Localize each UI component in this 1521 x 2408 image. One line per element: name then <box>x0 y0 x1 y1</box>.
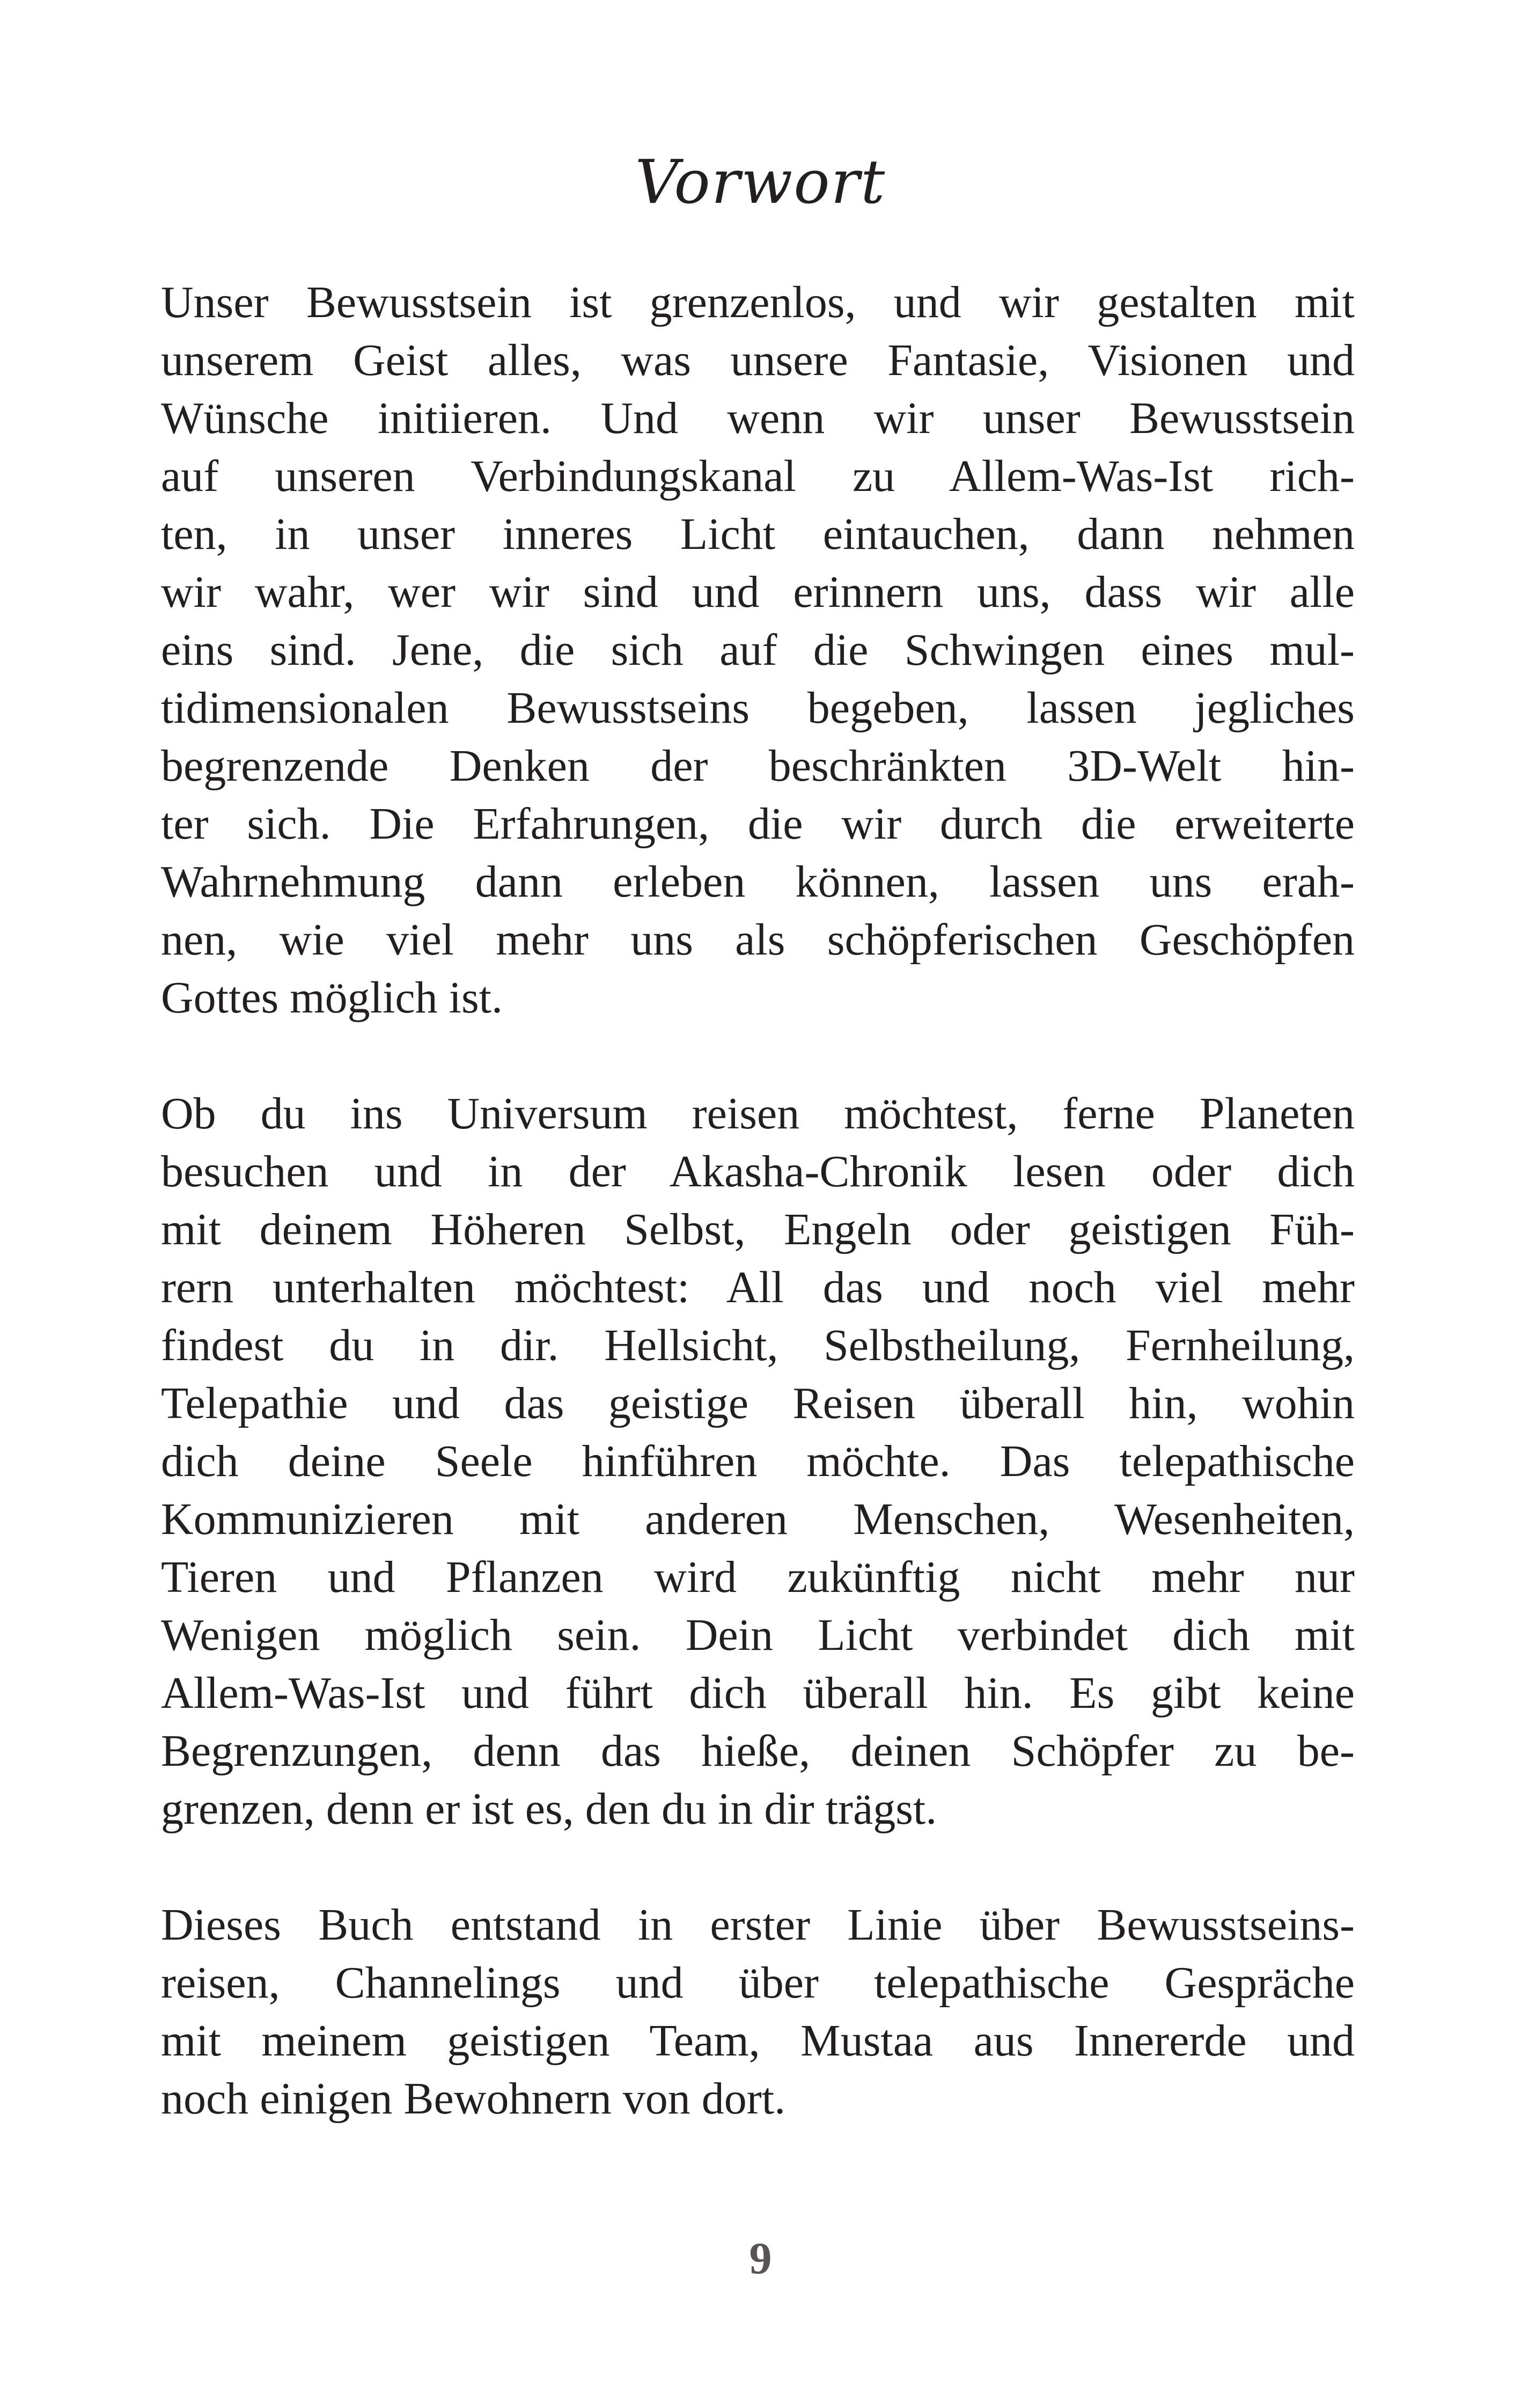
text-line: mit meinem geistigen Team, Mustaa aus Innererde und <box>161 2016 1355 2066</box>
text-line: Dieses Buch entstand in erster Linie über Bewusstseins- <box>161 1900 1355 1950</box>
chapter-title: Vorwort <box>635 148 886 217</box>
text-line: Ob du ins Universum reisen möchtest, ferne Planeten <box>161 1089 1355 1139</box>
text-line: Kommunizieren mit anderen Menschen, Wesenheiten, <box>161 1494 1355 1544</box>
text-line: findest du in dir. Hellsicht, Selbstheilung, Fernheilung, <box>161 1320 1355 1370</box>
text-line: rern unterhalten möchtest: All das und noch viel mehr <box>161 1262 1355 1312</box>
text-line: ter sich. Die Erfahrungen, die wir durch die erweiterte <box>161 799 1355 849</box>
text-line: eins sind. Jene, die sich auf die Schwingen eines mul- <box>161 625 1355 675</box>
paragraph-1 <box>161 274 1355 1027</box>
text-line: reisen, Channelings und über telepathische Gespräche <box>161 1958 1355 2008</box>
text-line: Wenigen möglich sein. Dein Licht verbindet dich mit <box>161 1610 1355 1660</box>
text-line: grenzen, denn er ist es, den du in dir trägst. <box>161 1784 937 1834</box>
text-line: Unser Bewusstsein ist grenzenlos, und wir gestalten mit <box>161 277 1355 327</box>
page-number: 9 <box>749 2234 772 2284</box>
text-line: ten, in unser inneres Licht eintauchen, dann nehmen <box>161 509 1355 559</box>
text-line: auf unseren Verbindungskanal zu Allem-Was-Ist rich- <box>161 451 1355 501</box>
text-line: tidimensionalen Bewusstseins begeben, lassen jegliches <box>161 683 1355 733</box>
text-line: Telepathie und das geistige Reisen überall hin, wohin <box>161 1378 1355 1428</box>
text-line: Begrenzungen, denn das hieße, deinen Schöpfer zu be- <box>161 1726 1355 1776</box>
text-line: dich deine Seele hinführen möchte. Das telepathische <box>161 1436 1355 1486</box>
text-line: Wahrnehmung dann erleben können, lassen uns erah- <box>161 857 1355 907</box>
text-line: wir wahr, wer wir sind und erinnern uns, dass wir alle <box>161 567 1355 617</box>
text-line: Gottes möglich ist. <box>161 973 503 1023</box>
body-text <box>161 274 1355 2186</box>
text-line: mit deinem Höheren Selbst, Engeln oder geistigen Füh- <box>161 1205 1355 1254</box>
text-line: Wünsche initiieren. Und wenn wir unser Bewusstsein <box>161 393 1355 443</box>
paragraph-3 <box>161 1896 1355 2128</box>
text-line: unserem Geist alles, was unsere Fantasie, Visionen und <box>161 335 1355 385</box>
text-line: noch einigen Bewohnern von dort. <box>161 2074 786 2124</box>
text-line: nen, wie viel mehr uns als schöpferischen Geschöpfen <box>161 915 1355 965</box>
text-line: begrenzende Denken der beschränkten 3D-Welt hin- <box>161 741 1355 791</box>
text-line: Allem-Was-Ist und führt dich überall hin. Es gibt keine <box>161 1668 1355 1718</box>
text-line: Tieren und Pflanzen wird zukünftig nicht mehr nur <box>161 1552 1355 1602</box>
text-line: besuchen und in der Akasha-Chronik lesen oder dich <box>161 1147 1355 1196</box>
paragraph-2 <box>161 1085 1355 1838</box>
